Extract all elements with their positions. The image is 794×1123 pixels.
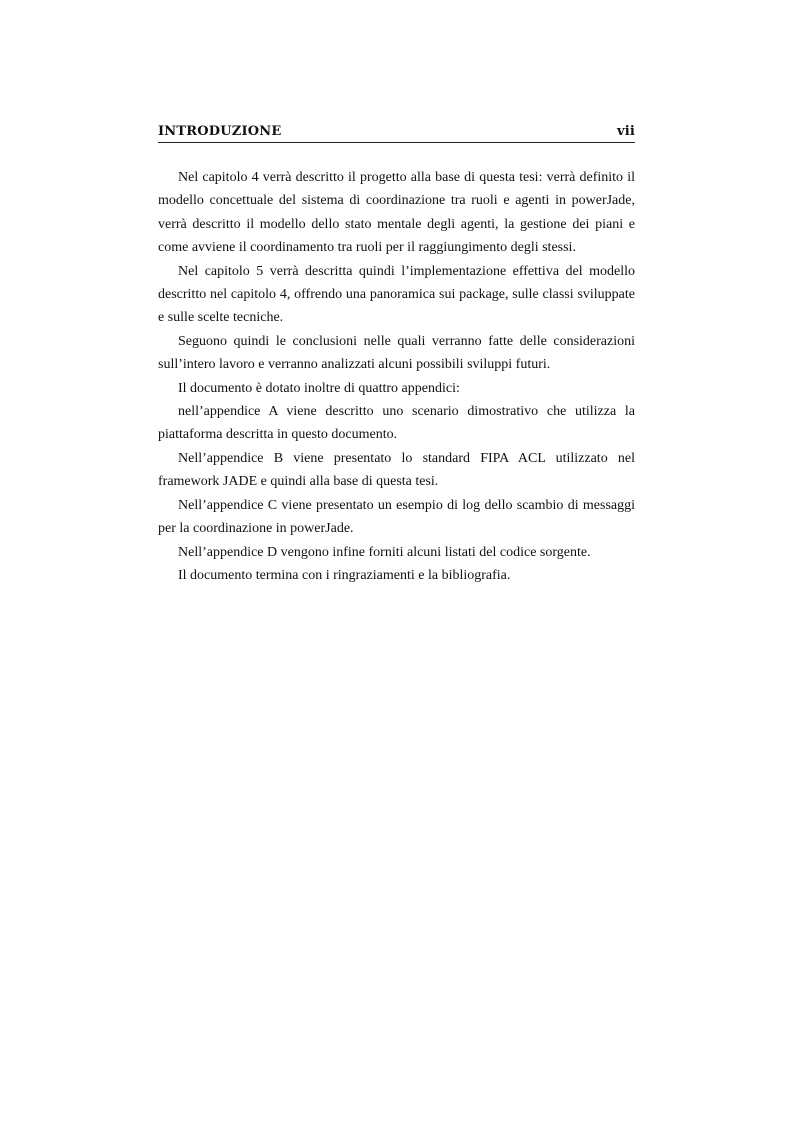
paragraph: Nell’appendice C viene presentato un esempio di log dello scambio di messaggi per la coordinazione in powerJade. xyxy=(158,497,635,537)
paragraph: Nell’appendice D vengono infine forniti alcuni listati del codice sorgente. xyxy=(178,544,591,560)
paragraph: Seguono quindi le conclusioni nelle quali verranno fatte delle considerazioni sull’intero lavoro e verranno analizzati alcuni possibili sviluppi futuri. xyxy=(158,333,635,373)
paragraph: Nell’appendice B viene presentato lo standard FIPA ACL utilizzato nel framework JADE e quindi alla base di questa tesi. xyxy=(158,450,635,490)
page xyxy=(158,124,635,587)
paragraph: Nel capitolo 4 verrà descritto il progetto alla base di questa tesi: verrà definito il modello concettuale del sistema di coordinazione tra ruoli e agenti in powerJade, verrà descritto il modello dello stato mentale degli agenti, la gestione dei piani e come avviene il coordinamento tra ruoli per il raggiungimento degli stessi. xyxy=(158,170,635,256)
paragraph: Il documento termina con i ringraziamenti e la bibliografia. xyxy=(178,567,511,583)
page-number: vii xyxy=(616,124,635,139)
running-header xyxy=(158,124,635,143)
paragraph: nell’appendice A viene descritto uno scenario dimostrativo che utilizza la piattaforma descritta in questo documento. xyxy=(158,404,635,443)
paragraph: Nel capitolo 5 verrà descritta quindi l’implementazione effettiva del modello descritto nel capitolo 4, offrendo una panoramica sui package, sulle classi sviluppate e sulle scelte tecniche. xyxy=(158,263,635,326)
chapter-title: INTRODUZIONE xyxy=(158,124,282,139)
body-text xyxy=(158,166,635,587)
paragraph: Il documento è dotato inoltre di quattro appendici: xyxy=(178,380,460,396)
